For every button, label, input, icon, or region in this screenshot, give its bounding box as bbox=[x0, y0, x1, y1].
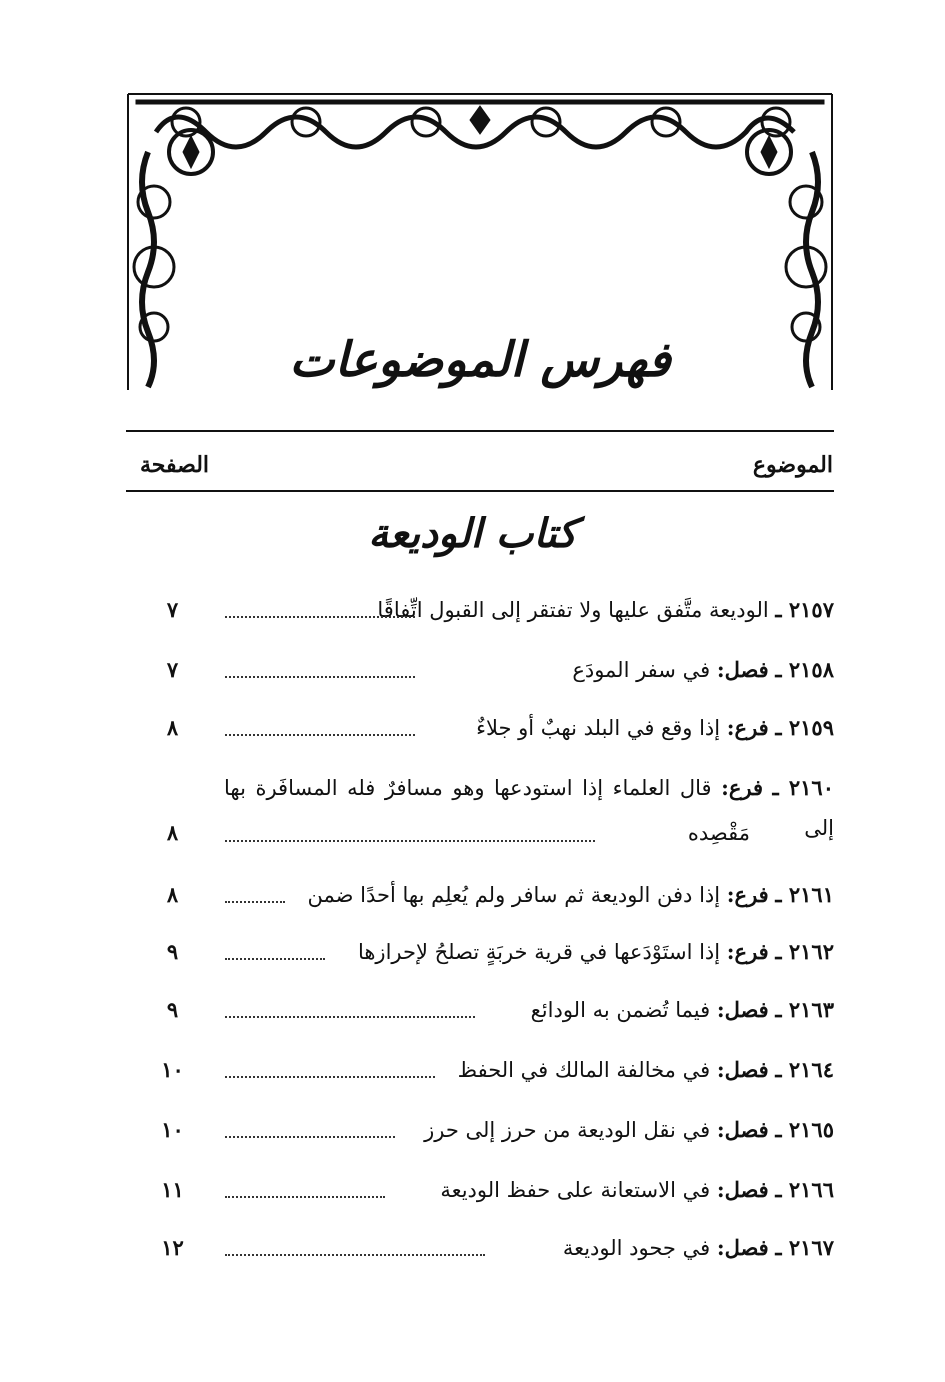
header-top-rule bbox=[126, 430, 834, 432]
entry-page: ٨ bbox=[166, 715, 179, 740]
dot-leader bbox=[225, 1254, 485, 1256]
toc-entry bbox=[150, 932, 834, 972]
entry-number: ٢١٥٩ ـ bbox=[775, 715, 834, 740]
entry-kind: فصل: bbox=[716, 657, 769, 682]
entry-text-group bbox=[476, 708, 834, 748]
toc-entry bbox=[150, 768, 834, 845]
entry-page: ١٢ bbox=[161, 1235, 184, 1260]
entry-text: في جحود الوديعة bbox=[562, 1236, 711, 1260]
entry-text: في مخالفة المالك في الحفظ bbox=[457, 1058, 711, 1082]
entry-kind: فرع: bbox=[726, 715, 769, 740]
entry-text-group bbox=[572, 650, 834, 690]
dot-leader bbox=[225, 676, 415, 678]
entry-text: في الاستعانة على حفظ الوديعة bbox=[440, 1178, 711, 1202]
dot-leader bbox=[225, 1136, 395, 1138]
entry-text: الوديعة متَّفق عليها ولا تفتقر إلى القبول اتِّفاقًا bbox=[377, 598, 769, 622]
entry-number: ٢١٥٨ ـ bbox=[775, 657, 834, 682]
dot-leader bbox=[225, 616, 415, 618]
entry-number: ٢١٥٧ ـ bbox=[775, 597, 834, 622]
toc-entry bbox=[150, 708, 834, 748]
toc-entry bbox=[150, 1110, 834, 1150]
entry-kind: فصل: bbox=[716, 1117, 769, 1142]
dot-leader bbox=[225, 901, 285, 903]
dot-leader bbox=[225, 1016, 475, 1018]
dot-leader bbox=[225, 958, 325, 960]
dot-leader bbox=[225, 1196, 385, 1198]
toc-entry bbox=[150, 1228, 834, 1268]
entry-kind: فصل: bbox=[716, 1057, 769, 1082]
entry-page: ١٠ bbox=[161, 1117, 184, 1142]
entry-page: ٨ bbox=[166, 820, 179, 845]
toc-entry bbox=[150, 650, 834, 690]
entry-text-group bbox=[563, 1228, 834, 1268]
entry-text-group bbox=[440, 1170, 834, 1210]
entry-text-group bbox=[458, 1050, 834, 1090]
toc-entry bbox=[150, 875, 834, 915]
dot-leader bbox=[225, 1076, 435, 1078]
entry-number: ٢١٦١ ـ bbox=[775, 882, 834, 907]
dot-leader bbox=[225, 734, 415, 736]
entry-kind: فصل: bbox=[716, 997, 769, 1022]
toc-entry bbox=[150, 1050, 834, 1090]
page-title: فهرس الموضوعات bbox=[289, 332, 671, 388]
toc-entry bbox=[150, 990, 834, 1030]
entry-page: ٧ bbox=[166, 657, 179, 682]
entry-kind: فصل: bbox=[716, 1235, 769, 1260]
entry-number: ٢١٦٤ ـ bbox=[775, 1057, 834, 1082]
book-heading: كتاب الوديعة bbox=[368, 510, 577, 557]
entry-text: قال العلماء إذا استودعها وهو مسافرٌ فله المسافَرة بها إلى bbox=[224, 776, 834, 840]
entry-continuation: مَقْصِده bbox=[687, 821, 750, 845]
entry-page: ١٠ bbox=[161, 1057, 184, 1082]
entry-kind: فرع: bbox=[726, 939, 769, 964]
entry-text-group bbox=[531, 990, 834, 1030]
entry-text: في سفر المودَع bbox=[572, 658, 711, 682]
entry-number: ٢١٦٥ ـ bbox=[775, 1117, 834, 1142]
entry-number: ٢١٦٧ ـ bbox=[775, 1235, 834, 1260]
entry-number: ٢١٦٦ ـ bbox=[775, 1177, 834, 1202]
entry-text-group bbox=[424, 1110, 834, 1150]
entry-number: ٢١٦٠ ـ bbox=[772, 775, 834, 800]
entry-text-group bbox=[377, 590, 834, 630]
entry-text: إذا استَوْدَعها في قرية خربَةٍ تصلحُ لإحرازها bbox=[357, 940, 721, 964]
toc-entry bbox=[150, 1170, 834, 1210]
dot-leader bbox=[225, 840, 595, 842]
column-page-heading: الصفحة bbox=[140, 452, 210, 478]
entry-text: إذا دفن الوديعة ثم سافر ولم يُعلِم بها أحدًا ضمن bbox=[307, 883, 721, 907]
entry-page: ٩ bbox=[166, 939, 179, 964]
entry-text: إذا وقع في البلد نهبٌ أو جلاءٌ bbox=[476, 716, 721, 740]
entry-number: ٢١٦٣ ـ bbox=[775, 997, 834, 1022]
ornamental-frame bbox=[126, 92, 834, 392]
toc-entry bbox=[150, 590, 834, 630]
entry-page: ٩ bbox=[166, 997, 179, 1022]
entry-number: ٢١٦٢ ـ bbox=[775, 939, 834, 964]
header-bottom-rule bbox=[126, 490, 834, 492]
entry-kind: فرع: bbox=[721, 775, 764, 800]
column-topic-heading: الموضوع bbox=[752, 452, 833, 478]
entry-kind: فرع: bbox=[726, 882, 769, 907]
entry-page: ١١ bbox=[161, 1177, 184, 1202]
entry-kind: فصل: bbox=[716, 1177, 769, 1202]
entry-text: فيما تُضمن به الودائع bbox=[530, 998, 711, 1022]
entry-page: ٧ bbox=[166, 597, 179, 622]
entry-text: في نقل الوديعة من حرز إلى حرز bbox=[424, 1118, 711, 1142]
entry-page: ٨ bbox=[166, 882, 179, 907]
entry-text-group bbox=[308, 875, 834, 915]
entry-text-group bbox=[358, 932, 834, 972]
